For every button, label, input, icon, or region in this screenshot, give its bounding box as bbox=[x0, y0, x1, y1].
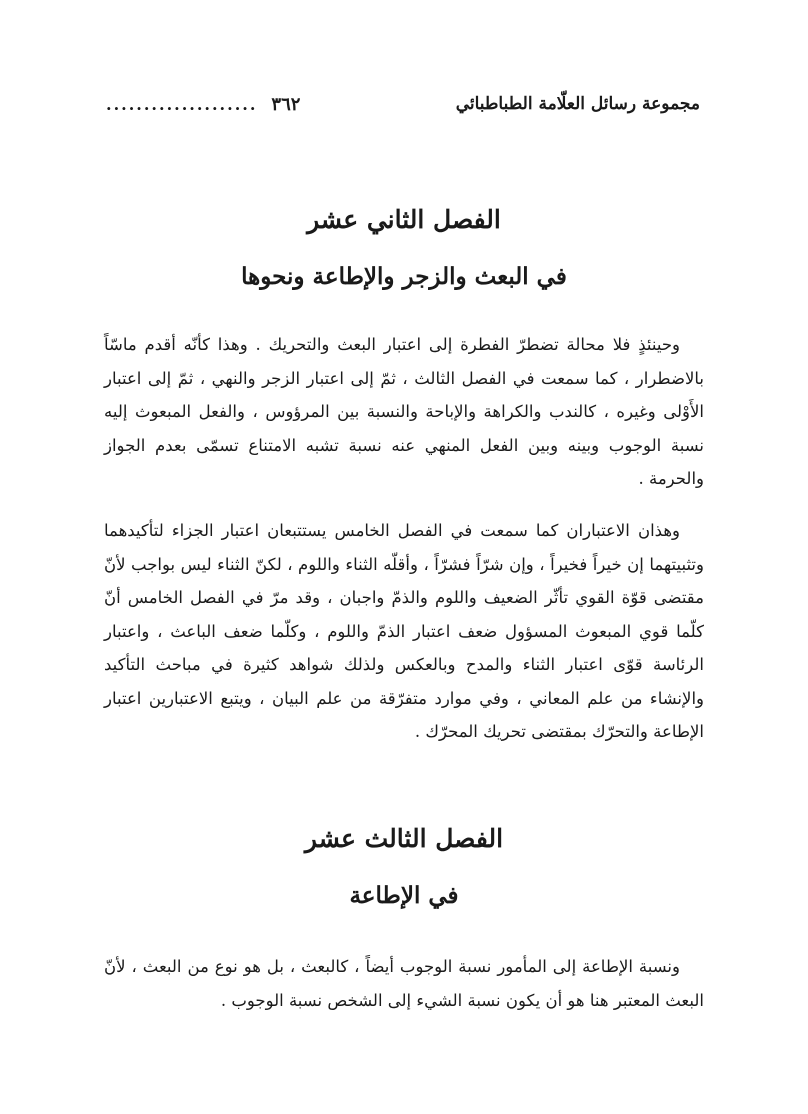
page-number: ٣٦٢ bbox=[271, 93, 301, 115]
chapter-12-title: الفصل الثاني عشر bbox=[307, 205, 501, 234]
chapter-12-paragraph-2: وهذان الاعتباران كما سمعت في الفصل الخامس يستتبعان اعتبار الجزاء لتأكيدهما وتثبيتهما إن خيراً فخيراً ، وإن شرّاً فشرّاً ، وأقلّه الثناء واللوم ، لكنّ الثناء ليس بواجب لأنّ مقتضى قوّة القوي تأثّر الضعيف واللوم والذمّ واجبان ، وقد مرّ في الفصل الخامس أنّ كلّما قوي المبعوث المسؤول ضعف اعتبار الذمّ واللوم ، وكلّما ضعف الباعث ، واعتبار الرئاسة قوّى اعتبار الثناء والمدح وبالعكس ولذلك شواهد كثيرة في مباحث التأكيد والإنشاء من علم المعاني ، وفي موارد متفرّقة من علم البيان ، ويتبع الاعتبارين اعتبار الإطاعة والتحرّك بمقتضى تحريك المحرّك . bbox=[104, 521, 704, 741]
header-number-group bbox=[106, 94, 300, 115]
book-title: مجموعة رسائل العلّامة الطباطبائي bbox=[455, 94, 700, 114]
chapter-12-paragraph-1: وحينئذٍ فلا محالة تضطرّ الفطرة إلى اعتبار البعث والتحريك . وهذا كأنّه أقدم ماسّاً بالاضطرار ، كما سمعت في الفصل الثالث ، ثمّ إلى اعتبار الزجر والنهي ، ثمّ إلى اعتبار الأَوْلى وغيره ، كالندب والكراهة والإباحة والنسبة بين المرؤوس ، والفعل المبعوث إليه نسبة الوجوب وبينه وبين الفعل المنهي عنه نسبة تشبه الامتناع تسمّى بعدم الجواز والحرمة . bbox=[104, 335, 704, 488]
chapter-13-title: الفصل الثالث عشر bbox=[304, 824, 504, 853]
chapter-13-paragraph-1: ونسبة الإطاعة إلى المأمور نسبة الوجوب أيضاً ، كالبعث ، بل هو نوع من البعث ، لأنّ البعث المعتبر هنا هو أن يكون نسبة الشيء إلى الشخص نسبة الوجوب . bbox=[104, 957, 704, 1010]
running-header bbox=[106, 88, 700, 120]
header-leader-dots: .................... bbox=[106, 94, 258, 114]
chapter-12-subtitle: في البعث والزجر والإطاعة ونحوها bbox=[241, 263, 567, 290]
chapter-13-subtitle: في الإطاعة bbox=[349, 882, 459, 909]
